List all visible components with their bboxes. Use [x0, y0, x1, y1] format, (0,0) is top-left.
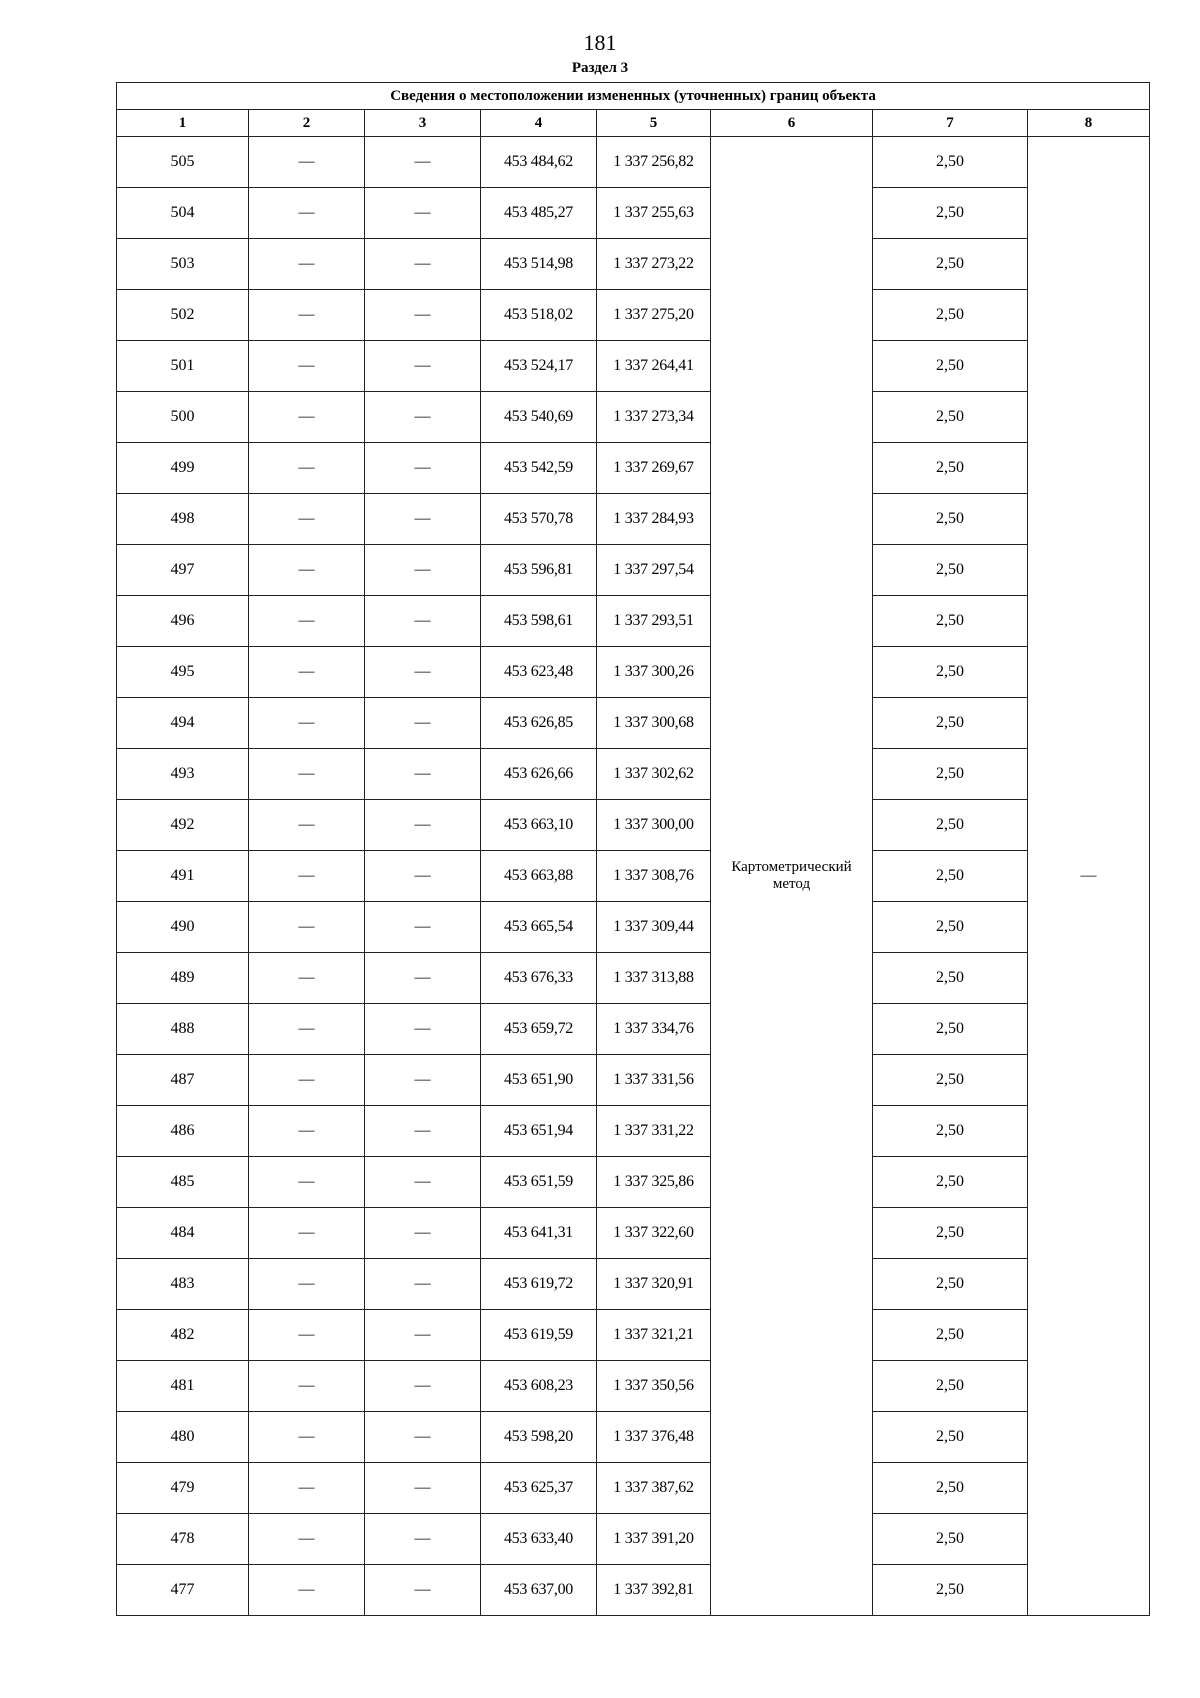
table-row	[117, 545, 1150, 596]
col2-cell: —	[249, 1259, 365, 1310]
col3-cell: —	[365, 1565, 481, 1616]
accuracy-cell: 2,50	[873, 341, 1028, 392]
y-coordinate-cell: 1 337 320,91	[597, 1259, 711, 1310]
column-number: 3	[365, 110, 481, 137]
x-coordinate-cell: 453 626,85	[481, 698, 597, 749]
y-coordinate-cell: 1 337 376,48	[597, 1412, 711, 1463]
point-cell: 479	[117, 1463, 249, 1514]
x-coordinate-cell: 453 570,78	[481, 494, 597, 545]
table-row	[117, 137, 1150, 188]
col2-cell: —	[249, 188, 365, 239]
table-row	[117, 1412, 1150, 1463]
table-row	[117, 1157, 1150, 1208]
col3-cell: —	[365, 1157, 481, 1208]
x-coordinate-cell: 453 596,81	[481, 545, 597, 596]
col3-cell: —	[365, 1106, 481, 1157]
accuracy-cell: 2,50	[873, 1463, 1028, 1514]
y-coordinate-cell: 1 337 300,00	[597, 800, 711, 851]
col3-cell: —	[365, 1208, 481, 1259]
point-cell: 492	[117, 800, 249, 851]
point-cell: 482	[117, 1310, 249, 1361]
point-cell: 480	[117, 1412, 249, 1463]
accuracy-cell: 2,50	[873, 443, 1028, 494]
column-number: 5	[597, 110, 711, 137]
x-coordinate-cell: 453 651,90	[481, 1055, 597, 1106]
col2-cell: —	[249, 1004, 365, 1055]
table-row	[117, 290, 1150, 341]
col8-cell: —	[1028, 137, 1150, 1616]
x-coordinate-cell: 453 524,17	[481, 341, 597, 392]
point-cell: 502	[117, 290, 249, 341]
x-coordinate-cell: 453 676,33	[481, 953, 597, 1004]
col3-cell: —	[365, 1259, 481, 1310]
point-cell: 503	[117, 239, 249, 290]
accuracy-cell: 2,50	[873, 749, 1028, 800]
col2-cell: —	[249, 1157, 365, 1208]
y-coordinate-cell: 1 337 313,88	[597, 953, 711, 1004]
point-cell: 494	[117, 698, 249, 749]
column-number: 2	[249, 110, 365, 137]
col2-cell: —	[249, 851, 365, 902]
table-row	[117, 749, 1150, 800]
col2-cell: —	[249, 443, 365, 494]
y-coordinate-cell: 1 337 300,26	[597, 647, 711, 698]
col3-cell: —	[365, 188, 481, 239]
accuracy-cell: 2,50	[873, 392, 1028, 443]
x-coordinate-cell: 453 619,59	[481, 1310, 597, 1361]
x-coordinate-cell: 453 608,23	[481, 1361, 597, 1412]
y-coordinate-cell: 1 337 334,76	[597, 1004, 711, 1055]
y-coordinate-cell: 1 337 322,60	[597, 1208, 711, 1259]
method-cell: Картометрический метод	[711, 137, 873, 1616]
y-coordinate-cell: 1 337 284,93	[597, 494, 711, 545]
accuracy-cell: 2,50	[873, 1514, 1028, 1565]
point-cell: 500	[117, 392, 249, 443]
table-row	[117, 647, 1150, 698]
column-number: 6	[711, 110, 873, 137]
y-coordinate-cell: 1 337 300,68	[597, 698, 711, 749]
col2-cell: —	[249, 698, 365, 749]
table-row	[117, 1361, 1150, 1412]
point-cell: 505	[117, 137, 249, 188]
col3-cell: —	[365, 800, 481, 851]
col3-cell: —	[365, 749, 481, 800]
column-number: 1	[117, 110, 249, 137]
column-number: 8	[1028, 110, 1150, 137]
point-cell: 501	[117, 341, 249, 392]
accuracy-cell: 2,50	[873, 596, 1028, 647]
point-cell: 499	[117, 443, 249, 494]
accuracy-cell: 2,50	[873, 239, 1028, 290]
accuracy-cell: 2,50	[873, 953, 1028, 1004]
col3-cell: —	[365, 851, 481, 902]
table-row	[117, 596, 1150, 647]
col2-cell: —	[249, 1565, 365, 1616]
point-cell: 497	[117, 545, 249, 596]
x-coordinate-cell: 453 665,54	[481, 902, 597, 953]
table-row	[117, 1514, 1150, 1565]
point-cell: 496	[117, 596, 249, 647]
y-coordinate-cell: 1 337 269,67	[597, 443, 711, 494]
x-coordinate-cell: 453 485,27	[481, 188, 597, 239]
col2-cell: —	[249, 1463, 365, 1514]
y-coordinate-cell: 1 337 264,41	[597, 341, 711, 392]
col3-cell: —	[365, 647, 481, 698]
y-coordinate-cell: 1 337 302,62	[597, 749, 711, 800]
accuracy-cell: 2,50	[873, 1106, 1028, 1157]
x-coordinate-cell: 453 484,62	[481, 137, 597, 188]
col3-cell: —	[365, 1463, 481, 1514]
x-coordinate-cell: 453 598,61	[481, 596, 597, 647]
x-coordinate-cell: 453 514,98	[481, 239, 597, 290]
col3-cell: —	[365, 1514, 481, 1565]
accuracy-cell: 2,50	[873, 1565, 1028, 1616]
table-row	[117, 1106, 1150, 1157]
point-cell: 487	[117, 1055, 249, 1106]
col3-cell: —	[365, 1412, 481, 1463]
point-cell: 483	[117, 1259, 249, 1310]
accuracy-cell: 2,50	[873, 1055, 1028, 1106]
x-coordinate-cell: 453 518,02	[481, 290, 597, 341]
y-coordinate-cell: 1 337 256,82	[597, 137, 711, 188]
accuracy-cell: 2,50	[873, 1412, 1028, 1463]
point-cell: 481	[117, 1361, 249, 1412]
accuracy-cell: 2,50	[873, 1208, 1028, 1259]
column-number: 4	[481, 110, 597, 137]
col3-cell: —	[365, 239, 481, 290]
point-cell: 504	[117, 188, 249, 239]
col3-cell: —	[365, 953, 481, 1004]
col2-cell: —	[249, 1310, 365, 1361]
x-coordinate-cell: 453 623,48	[481, 647, 597, 698]
table-row	[117, 239, 1150, 290]
table-row	[117, 188, 1150, 239]
col3-cell: —	[365, 290, 481, 341]
point-cell: 484	[117, 1208, 249, 1259]
page-number: 181	[583, 30, 617, 55]
x-coordinate-cell: 453 663,10	[481, 800, 597, 851]
table-row	[117, 1310, 1150, 1361]
accuracy-cell: 2,50	[873, 545, 1028, 596]
coordinates-table	[116, 82, 1150, 1616]
point-cell: 477	[117, 1565, 249, 1616]
x-coordinate-cell: 453 651,59	[481, 1157, 597, 1208]
accuracy-cell: 2,50	[873, 1361, 1028, 1412]
col2-cell: —	[249, 1055, 365, 1106]
x-coordinate-cell: 453 663,88	[481, 851, 597, 902]
col2-cell: —	[249, 545, 365, 596]
col3-cell: —	[365, 1055, 481, 1106]
y-coordinate-cell: 1 337 391,20	[597, 1514, 711, 1565]
point-cell: 488	[117, 1004, 249, 1055]
accuracy-cell: 2,50	[873, 647, 1028, 698]
y-coordinate-cell: 1 337 293,51	[597, 596, 711, 647]
table-row	[117, 1004, 1150, 1055]
y-coordinate-cell: 1 337 273,22	[597, 239, 711, 290]
col2-cell: —	[249, 1106, 365, 1157]
col3-cell: —	[365, 902, 481, 953]
table-row	[117, 1463, 1150, 1514]
table-row	[117, 698, 1150, 749]
col2-cell: —	[249, 1208, 365, 1259]
table-row	[117, 1259, 1150, 1310]
col3-cell: —	[365, 545, 481, 596]
table-row	[117, 341, 1150, 392]
point-cell: 493	[117, 749, 249, 800]
y-coordinate-cell: 1 337 325,86	[597, 1157, 711, 1208]
col3-cell: —	[365, 137, 481, 188]
section-title: Раздел 3	[571, 60, 629, 76]
col3-cell: —	[365, 494, 481, 545]
point-cell: 491	[117, 851, 249, 902]
col3-cell: —	[365, 698, 481, 749]
col3-cell: —	[365, 392, 481, 443]
y-coordinate-cell: 1 337 273,34	[597, 392, 711, 443]
col3-cell: —	[365, 1310, 481, 1361]
accuracy-cell: 2,50	[873, 188, 1028, 239]
table-row	[117, 443, 1150, 494]
col2-cell: —	[249, 290, 365, 341]
y-coordinate-cell: 1 337 308,76	[597, 851, 711, 902]
column-number-row	[117, 110, 1150, 137]
table-row	[117, 851, 1150, 902]
col2-cell: —	[249, 1361, 365, 1412]
col3-cell: —	[365, 596, 481, 647]
col3-cell: —	[365, 1361, 481, 1412]
x-coordinate-cell: 453 598,20	[481, 1412, 597, 1463]
accuracy-cell: 2,50	[873, 1157, 1028, 1208]
x-coordinate-cell: 453 641,31	[481, 1208, 597, 1259]
x-coordinate-cell: 453 619,72	[481, 1259, 597, 1310]
col2-cell: —	[249, 647, 365, 698]
accuracy-cell: 2,50	[873, 137, 1028, 188]
point-cell: 490	[117, 902, 249, 953]
table-row	[117, 1055, 1150, 1106]
point-cell: 478	[117, 1514, 249, 1565]
accuracy-cell: 2,50	[873, 1004, 1028, 1055]
accuracy-cell: 2,50	[873, 800, 1028, 851]
col2-cell: —	[249, 902, 365, 953]
col2-cell: —	[249, 596, 365, 647]
y-coordinate-cell: 1 337 392,81	[597, 1565, 711, 1616]
col3-cell: —	[365, 1004, 481, 1055]
y-coordinate-cell: 1 337 309,44	[597, 902, 711, 953]
col3-cell: —	[365, 443, 481, 494]
table-row	[117, 1565, 1150, 1616]
col2-cell: —	[249, 239, 365, 290]
col2-cell: —	[249, 494, 365, 545]
table-row	[117, 953, 1150, 1004]
accuracy-cell: 2,50	[873, 290, 1028, 341]
x-coordinate-cell: 453 542,59	[481, 443, 597, 494]
col2-cell: —	[249, 749, 365, 800]
accuracy-cell: 2,50	[873, 851, 1028, 902]
column-number: 7	[873, 110, 1028, 137]
y-coordinate-cell: 1 337 297,54	[597, 545, 711, 596]
col2-cell: —	[249, 953, 365, 1004]
accuracy-cell: 2,50	[873, 494, 1028, 545]
y-coordinate-cell: 1 337 350,56	[597, 1361, 711, 1412]
y-coordinate-cell: 1 337 331,56	[597, 1055, 711, 1106]
x-coordinate-cell: 453 625,37	[481, 1463, 597, 1514]
col2-cell: —	[249, 392, 365, 443]
col2-cell: —	[249, 1412, 365, 1463]
point-cell: 489	[117, 953, 249, 1004]
accuracy-cell: 2,50	[873, 902, 1028, 953]
accuracy-cell: 2,50	[873, 698, 1028, 749]
table-body	[117, 137, 1150, 1616]
y-coordinate-cell: 1 337 275,20	[597, 290, 711, 341]
x-coordinate-cell: 453 651,94	[481, 1106, 597, 1157]
table-row	[117, 392, 1150, 443]
x-coordinate-cell: 453 659,72	[481, 1004, 597, 1055]
col2-cell: —	[249, 1514, 365, 1565]
point-cell: 498	[117, 494, 249, 545]
y-coordinate-cell: 1 337 255,63	[597, 188, 711, 239]
x-coordinate-cell: 453 633,40	[481, 1514, 597, 1565]
y-coordinate-cell: 1 337 321,21	[597, 1310, 711, 1361]
accuracy-cell: 2,50	[873, 1259, 1028, 1310]
table-row	[117, 902, 1150, 953]
col2-cell: —	[249, 800, 365, 851]
y-coordinate-cell: 1 337 387,62	[597, 1463, 711, 1514]
col2-cell: —	[249, 137, 365, 188]
table-row	[117, 800, 1150, 851]
table-row	[117, 494, 1150, 545]
point-cell: 485	[117, 1157, 249, 1208]
table-caption: Сведения о местоположении измененных (уточненных) границ объекта	[117, 83, 1150, 110]
point-cell: 495	[117, 647, 249, 698]
col3-cell: —	[365, 341, 481, 392]
x-coordinate-cell: 453 626,66	[481, 749, 597, 800]
col2-cell: —	[249, 341, 365, 392]
point-cell: 486	[117, 1106, 249, 1157]
accuracy-cell: 2,50	[873, 1310, 1028, 1361]
table-row	[117, 1208, 1150, 1259]
y-coordinate-cell: 1 337 331,22	[597, 1106, 711, 1157]
x-coordinate-cell: 453 540,69	[481, 392, 597, 443]
x-coordinate-cell: 453 637,00	[481, 1565, 597, 1616]
